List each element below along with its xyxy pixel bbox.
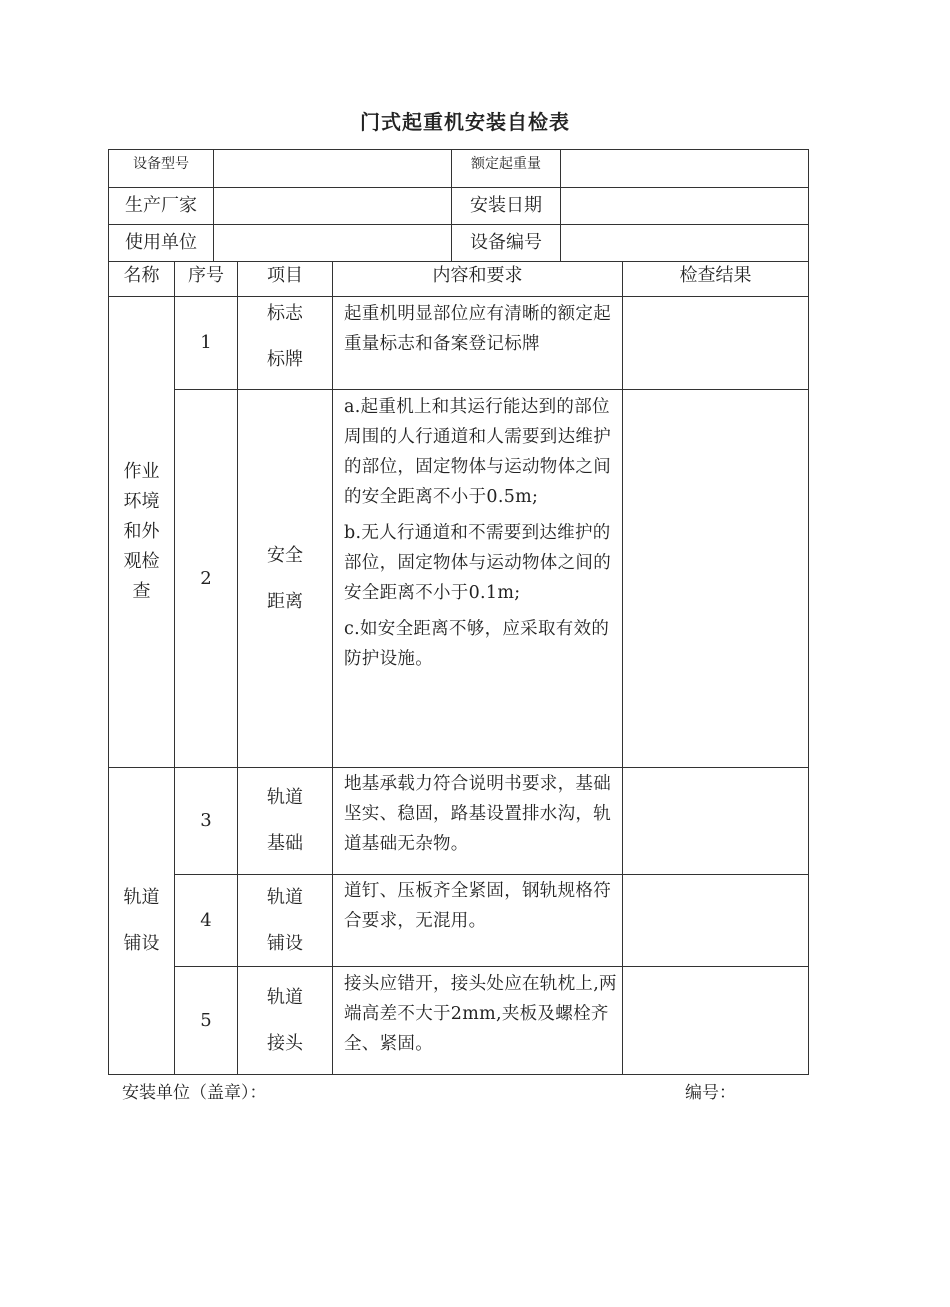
group-name-line: 环境 <box>123 491 160 512</box>
group-name-line: 查 <box>132 581 151 602</box>
row-content <box>344 876 620 942</box>
content-paragraph: 地基承载力符合说明书要求，基础坚实、稳固，路基设置排水沟，轨道基础无杂物。 <box>344 774 611 854</box>
row-result[interactable] <box>623 967 808 1074</box>
document-title: 门式起重机安装自检表 <box>360 110 570 134</box>
group-name-environment <box>109 297 174 767</box>
content-paragraph: c.如安全距离不够，应采取有效的防护设施。 <box>344 619 610 669</box>
row-content <box>344 969 620 1065</box>
row-item <box>238 967 332 1074</box>
row-result[interactable] <box>623 875 808 966</box>
manufacturer-label: 生产厂家 <box>125 195 197 216</box>
table-rule <box>108 1074 809 1075</box>
manufacturer-value[interactable] <box>214 188 451 224</box>
row-content <box>344 769 620 865</box>
content-paragraph: 道钉、压板齐全紧固，钢轨规格符合要求，无混用。 <box>344 881 611 931</box>
row-seq: 2 <box>200 567 212 589</box>
column-header-name: 名称 <box>123 265 160 286</box>
column-header-result: 检查结果 <box>679 265 752 286</box>
column-header-seq: 序号 <box>188 265 224 286</box>
group-name-line: 和外 <box>123 521 160 542</box>
row-seq: 3 <box>200 810 212 831</box>
column-header-content: 内容和要求 <box>432 265 523 286</box>
capacity-value[interactable] <box>561 150 808 187</box>
row-item-line: 基础 <box>267 833 303 854</box>
user-unit-value[interactable] <box>214 225 451 261</box>
group-name-line: 轨道 <box>123 887 160 908</box>
group-name-line: 观检 <box>123 551 160 572</box>
row-item-line: 距离 <box>267 590 303 612</box>
row-content <box>344 392 620 680</box>
equipment-no-value[interactable] <box>561 225 808 261</box>
row-seq: 1 <box>200 332 212 353</box>
row-result[interactable] <box>623 390 808 767</box>
model-value[interactable] <box>214 150 451 187</box>
row-item-line: 标志 <box>267 303 303 324</box>
group-name-track <box>109 768 174 1074</box>
row-item-line: 轨道 <box>267 787 303 808</box>
row-item-line: 轨道 <box>267 886 303 908</box>
content-paragraph: 起重机明显部位应有清晰的额定起重量标志和备案登记标牌 <box>344 304 611 354</box>
group-name-line: 作业 <box>123 461 160 482</box>
install-date-value[interactable] <box>561 188 808 224</box>
column-header-item: 项目 <box>267 265 303 286</box>
content-paragraph: b.无人行通道和不需要到达维护的部位，固定物体与运动物体之间的安全距离不小于0.1m; <box>344 523 611 603</box>
row-result[interactable] <box>623 297 808 389</box>
row-item <box>238 297 332 377</box>
row-item-line: 接头 <box>267 1032 303 1054</box>
table-rule <box>808 149 809 1075</box>
model-label: 设备型号 <box>133 156 189 172</box>
row-item-line: 轨道 <box>267 986 303 1008</box>
content-paragraph: a.起重机上和其运行能达到的部位周围的人行通道和人需要到达维护的部位，固定物体与运动物体之间的安全距离不小于0.5m; <box>344 397 611 507</box>
install-date-label: 安装日期 <box>470 195 542 216</box>
capacity-label: 额定起重量 <box>471 156 541 172</box>
inspection-table <box>108 149 809 1075</box>
footer-number: 编号： <box>685 1083 736 1103</box>
row-seq: 4 <box>200 909 212 931</box>
group-name-line: 铺设 <box>123 933 160 954</box>
row-item-line: 标牌 <box>267 349 303 370</box>
user-unit-label: 使用单位 <box>125 232 197 253</box>
content-paragraph: 接头应错开，接头处应在轨枕上,两端高差不大于2mm,夹板及螺栓齐全、紧固。 <box>344 974 617 1054</box>
row-result[interactable] <box>623 768 808 874</box>
row-item <box>238 390 332 767</box>
footer-install-unit: 安装单位（盖章）： <box>122 1083 267 1103</box>
row-item <box>238 768 332 874</box>
row-item-line: 安全 <box>267 544 303 566</box>
row-content <box>344 299 620 365</box>
row-seq: 5 <box>200 1009 212 1031</box>
equipment-no-label: 设备编号 <box>470 232 542 253</box>
row-item-line: 铺设 <box>267 932 303 954</box>
table-rule <box>332 261 333 1075</box>
row-item <box>238 875 332 966</box>
